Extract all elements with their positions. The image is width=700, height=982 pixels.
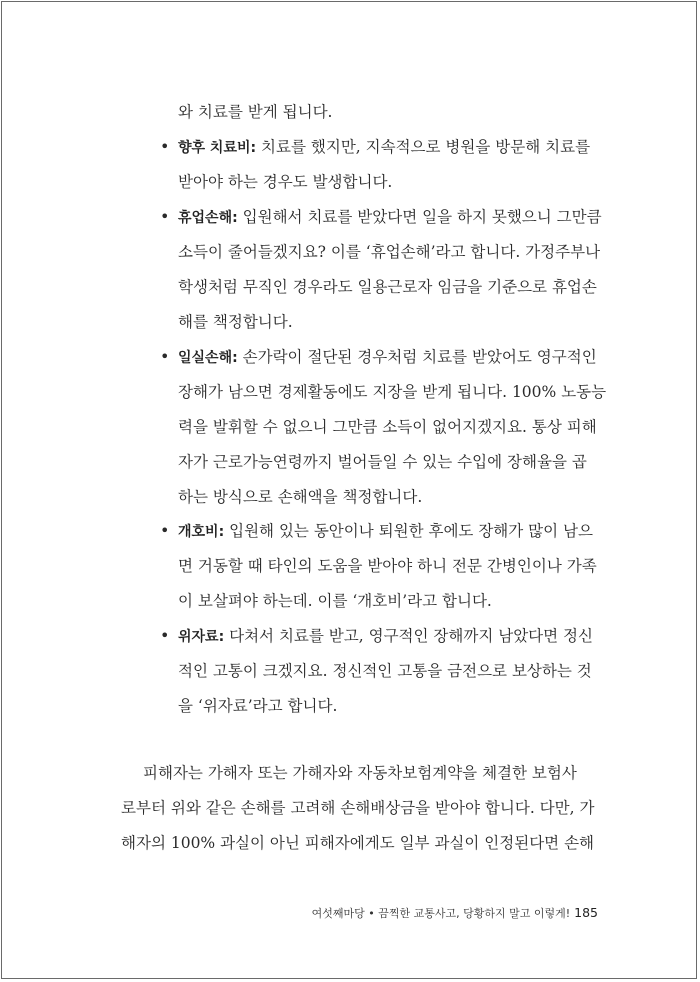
list-item — [178, 626, 593, 647]
paragraph-line: 피해자는 가해자 또는 가해자와 자동차보험계약을 체결한 보험사 — [143, 764, 577, 782]
list-item — [178, 137, 590, 158]
list-item — [178, 521, 593, 542]
item-text: 장해가 남으면 경제활동에도 지장을 받게 됩니다. 100% 노동능 — [178, 383, 607, 401]
bullet-icon: • — [160, 626, 170, 645]
item-text: 다쳐서 치료를 받고, 영구적인 장해까지 남았다면 정신 — [224, 627, 593, 645]
item-text: 손가락이 절단된 경우처럼 치료를 받았어도 영구적인 — [237, 348, 597, 366]
item-text: 력을 발휘할 수 없으니 그만큼 소득이 없어지겠지요. 통상 피해 — [178, 418, 597, 436]
item-label: 향후 치료비: — [178, 140, 257, 156]
item-text: 학생처럼 무직인 경우라도 일용근로자 임금을 기준으로 휴업손 — [178, 278, 597, 296]
item-text: 소득이 줄어들겠지요? 이를 ‘휴업손해’라고 합니다. 가정주부나 — [178, 243, 601, 261]
item-text: 자가 근로가능연령까지 벌어들일 수 있는 수입에 장해율을 곱 — [178, 453, 587, 471]
item-text: 입원해서 치료를 받았다면 일을 하지 못했으니 그만큼 — [237, 208, 602, 226]
item-label: 위자료: — [178, 629, 225, 645]
list-item-continuation: 와 치료를 받게 됩니다. — [178, 103, 333, 121]
list-item — [178, 347, 597, 368]
item-text: 이 보살펴야 하는데. 이를 ‘개호비’라고 합니다. — [178, 592, 492, 610]
item-label: 개호비: — [178, 524, 225, 540]
item-text: 치료를 했지만, 지속적으로 병원을 방문해 치료를 — [256, 138, 591, 156]
paragraph-line: 로부터 위와 같은 손해를 고려해 손해배상금을 받아야 합니다. 다만, 가 — [121, 799, 595, 817]
bullet-icon: • — [160, 137, 170, 156]
item-text: 적인 고통이 크겠지요. 정신적인 고통을 금전으로 보상하는 것 — [178, 662, 592, 680]
item-text: 면 거동할 때 타인의 도움을 받아야 하니 전문 간병인이나 가족 — [178, 557, 597, 575]
page-number: 185 — [574, 905, 598, 920]
running-title: 여섯째마당 • 끔찍한 교통사고, 당황하지 말고 이렇게! — [311, 907, 571, 920]
list-item — [178, 207, 602, 228]
item-text: 하는 방식으로 손해액을 책정합니다. — [178, 488, 423, 506]
bullet-icon: • — [160, 347, 170, 366]
bullet-icon: • — [160, 207, 170, 226]
page-footer — [312, 905, 598, 921]
item-text: 받아야 하는 경우도 발생합니다. — [178, 173, 393, 191]
bullet-icon: • — [160, 521, 170, 540]
paragraph-line: 해자의 100% 과실이 아닌 피해자에게도 일부 과실이 인정된다면 손해 — [121, 834, 595, 852]
item-label: 휴업손해: — [178, 210, 238, 226]
item-text: 해를 책정합니다. — [178, 313, 293, 331]
item-text: 입원해 있는 동안이나 퇴원한 후에도 장해가 많이 남으 — [224, 522, 593, 540]
item-text: 을 ‘위자료’라고 합니다. — [178, 697, 338, 715]
item-label: 일실손해: — [178, 350, 238, 366]
